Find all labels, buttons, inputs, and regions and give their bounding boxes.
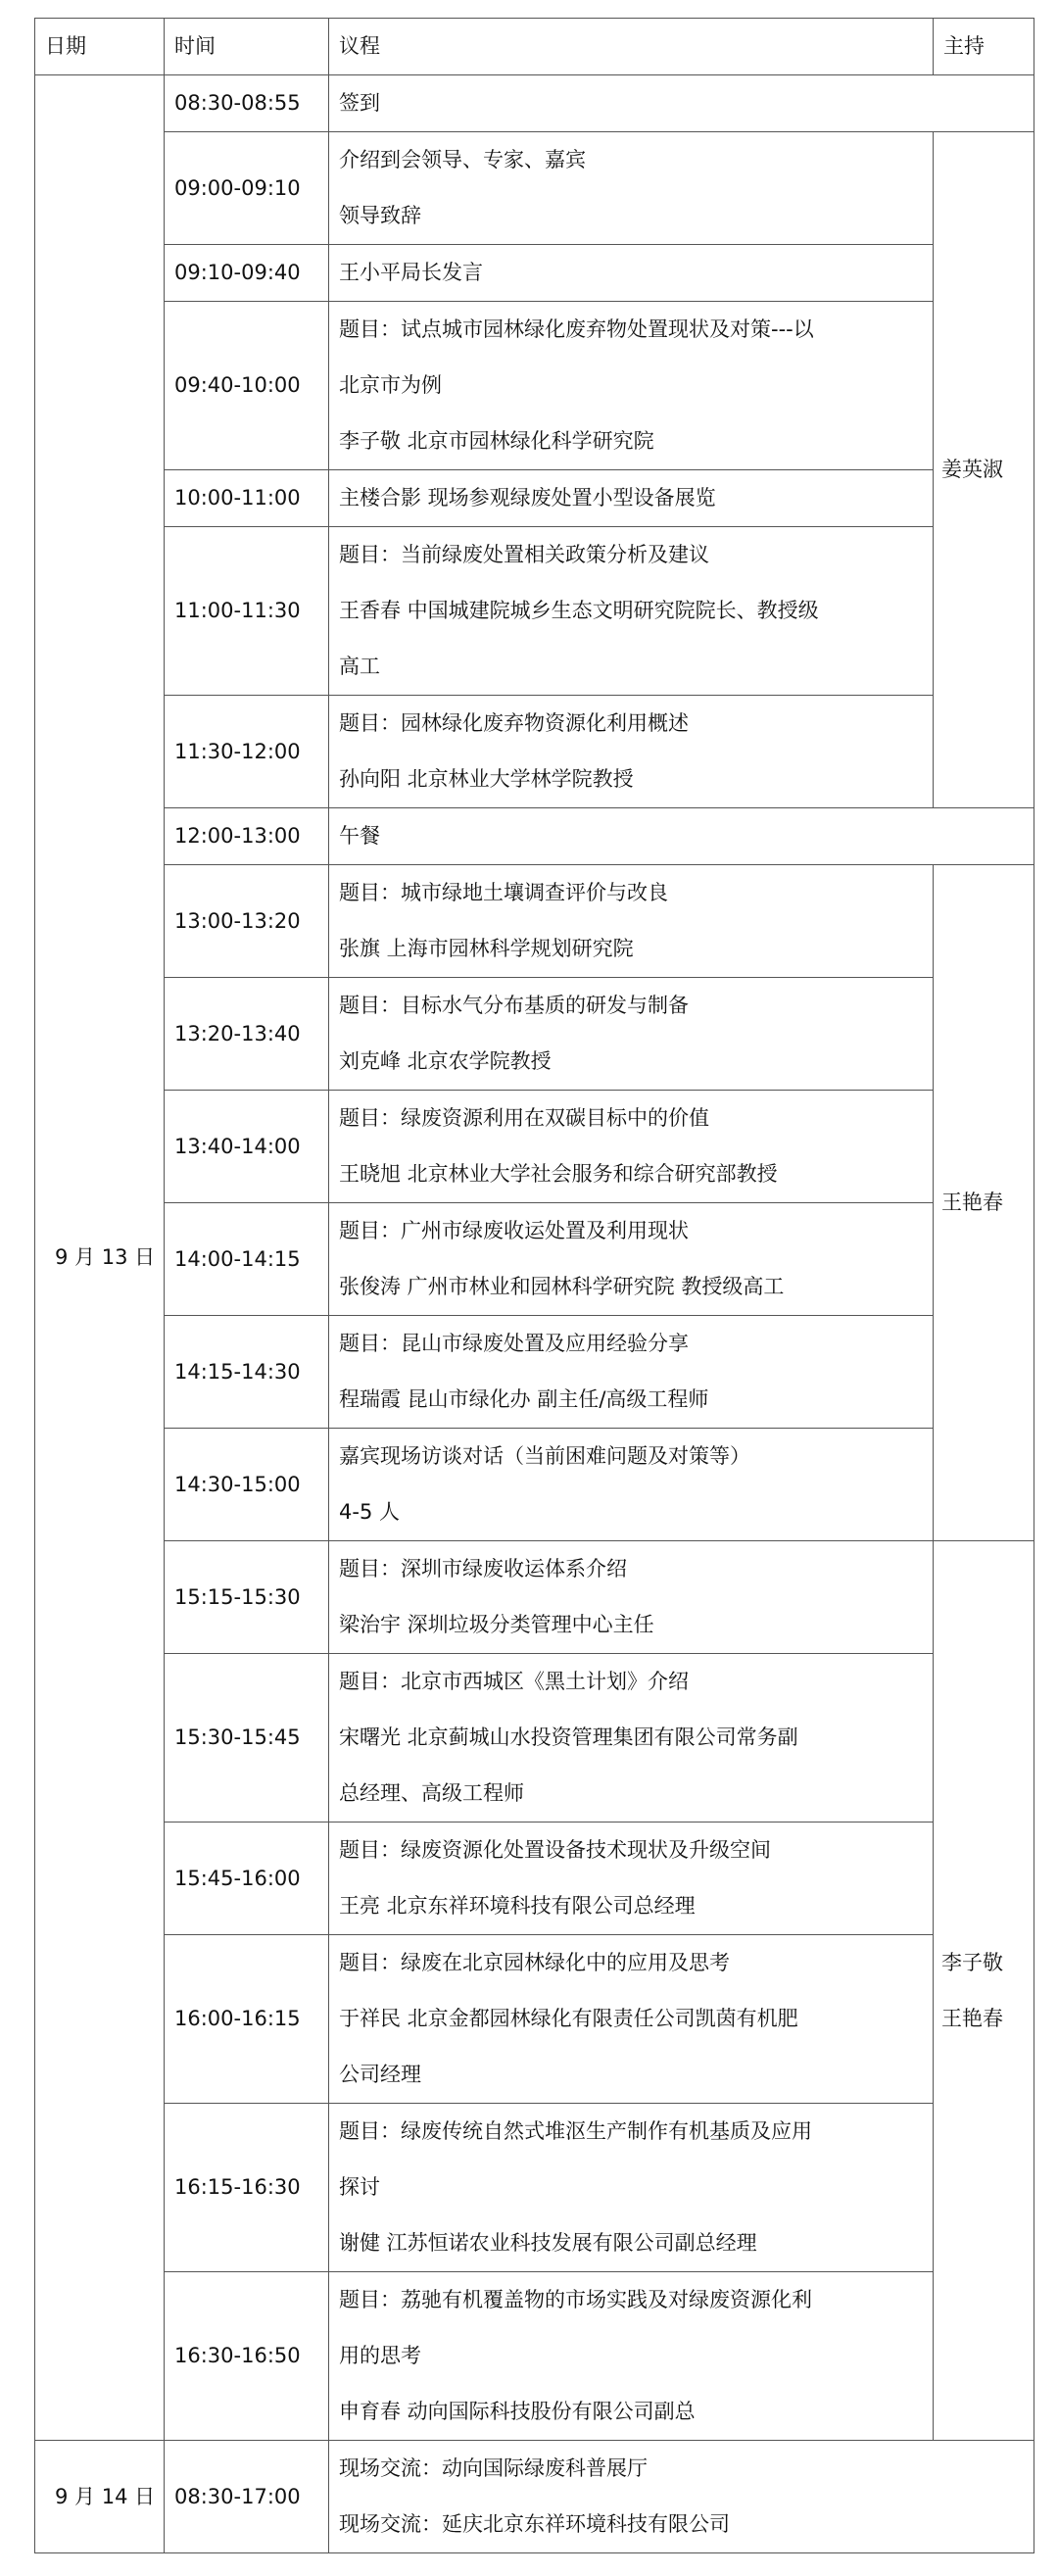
- header-date: 日期: [35, 19, 165, 75]
- agenda-cell: [329, 1541, 934, 1654]
- header-host: 主持: [934, 19, 1034, 75]
- agenda-line: 用的思考: [339, 2344, 421, 2367]
- table-row: [35, 696, 1034, 808]
- host-cell: 王艳春: [934, 865, 1034, 1541]
- agenda-line: 梁治宇 深圳垃圾分类管理中心主任: [339, 1613, 654, 1636]
- time-cell: 16:00-16:15: [165, 1935, 329, 2104]
- table-row: [35, 1823, 1034, 1935]
- agenda-line: 王小平局长发言: [339, 261, 483, 284]
- time-cell: 13:20-13:40: [165, 978, 329, 1091]
- agenda-line: 主楼合影 现场参观绿废处置小型设备展览: [339, 486, 716, 510]
- agenda-line: 题目：北京市西城区《黑土计划》介绍: [339, 1670, 689, 1693]
- agenda-cell: [329, 865, 934, 978]
- agenda-line: 李子敬 北京市园林绿化科学研究院: [339, 429, 654, 453]
- agenda-line: 申育春 动向国际科技股份有限公司副总: [339, 2400, 696, 2423]
- agenda-line: 4-5 人: [339, 1500, 400, 1524]
- agenda-line: 谢健 江苏恒诺农业科技发展有限公司副总经理: [339, 2231, 757, 2255]
- agenda-line: 张俊涛 广州市林业和园林科学研究院 教授级高工: [339, 1275, 785, 1298]
- agenda-line: 嘉宾现场访谈对话（当前困难问题及对策等）: [339, 1444, 750, 1468]
- table-row: [35, 132, 1034, 245]
- time-cell: 13:00-13:20: [165, 865, 329, 978]
- agenda-line: 题目：城市绿地土壤调查评价与改良: [339, 881, 668, 904]
- agenda-line: 题目：绿废传统自然式堆沤生产制作有机基质及应用: [339, 2119, 812, 2143]
- time-cell: 08:30-08:55: [165, 75, 329, 132]
- table-row: [35, 1316, 1034, 1429]
- agenda-line: 探讨: [339, 2175, 380, 2199]
- time-cell: 15:30-15:45: [165, 1654, 329, 1823]
- agenda-cell: [329, 132, 934, 245]
- agenda-line: 于祥民 北京金都园林绿化有限责任公司凯茵有机肥: [339, 2007, 798, 2030]
- time-cell: 15:45-16:00: [165, 1823, 329, 1935]
- agenda-line: 王晓旭 北京林业大学社会服务和综合研究部教授: [339, 1162, 778, 1186]
- host-cell: 姜英淑: [934, 132, 1034, 808]
- time-cell: 09:00-09:10: [165, 132, 329, 245]
- header-agenda: 议程: [329, 19, 934, 75]
- agenda-line: 高工: [339, 655, 380, 678]
- header-row: [35, 19, 1034, 75]
- table-row: [35, 470, 1034, 527]
- time-cell: 11:00-11:30: [165, 527, 329, 696]
- host-name: 李子敬: [941, 1950, 1003, 1974]
- agenda-line: 签到: [339, 91, 380, 115]
- agenda-line: 刘克峰 北京农学院教授: [339, 1049, 552, 1073]
- table-row: [35, 2104, 1034, 2272]
- agenda-cell: [329, 527, 934, 696]
- time-cell: 08:30-17:00: [165, 2441, 329, 2553]
- time-cell: 16:15-16:30: [165, 2104, 329, 2272]
- agenda-cell: [329, 2104, 934, 2272]
- time-cell: 13:40-14:00: [165, 1091, 329, 1203]
- agenda-cell: [329, 696, 934, 808]
- agenda-line: 王亮 北京东祥环境科技有限公司总经理: [339, 1894, 696, 1918]
- host-name: 王艳春: [941, 2006, 1003, 2030]
- agenda-cell: [329, 470, 934, 527]
- agenda-cell: [329, 1316, 934, 1429]
- agenda-line: 张旗 上海市园林科学规划研究院: [339, 937, 634, 960]
- table-row: [35, 808, 1034, 865]
- time-cell: 11:30-12:00: [165, 696, 329, 808]
- table-row: [35, 75, 1034, 132]
- table-row: [35, 1541, 1034, 1654]
- agenda-line: 现场交流：动向国际绿废科普展厅: [339, 2456, 648, 2480]
- agenda-line: 介绍到会领导、专家、嘉宾: [339, 148, 586, 171]
- table-row: [35, 1935, 1034, 2104]
- agenda-cell: [329, 2272, 934, 2441]
- agenda-cell: [329, 1203, 934, 1316]
- agenda-cell: [329, 1091, 934, 1203]
- time-cell: 09:10-09:40: [165, 245, 329, 302]
- time-cell: 14:30-15:00: [165, 1429, 329, 1541]
- table-row: [35, 1091, 1034, 1203]
- agenda-cell: [329, 2441, 1034, 2553]
- agenda-line: 题目：当前绿废处置相关政策分析及建议: [339, 543, 709, 566]
- table-row: [35, 527, 1034, 696]
- date-cell: 9 月 14 日: [35, 2441, 165, 2553]
- agenda-cell: [329, 1429, 934, 1541]
- agenda-line: 题目：绿废资源利用在双碳目标中的价值: [339, 1106, 709, 1130]
- table-row: [35, 2441, 1034, 2553]
- agenda-table: [34, 18, 1034, 2553]
- time-cell: 14:00-14:15: [165, 1203, 329, 1316]
- agenda-line: 程瑞霞 昆山市绿化办 副主任/高级工程师: [339, 1387, 709, 1411]
- agenda-cell: [329, 1935, 934, 2104]
- agenda-line: 午餐: [339, 824, 380, 848]
- table-row: [35, 245, 1034, 302]
- time-cell: 09:40-10:00: [165, 302, 329, 470]
- table-row: [35, 1654, 1034, 1823]
- time-cell: 12:00-13:00: [165, 808, 329, 865]
- agenda-cell: [329, 808, 1034, 865]
- agenda-line: 题目：广州市绿废收运处置及利用现状: [339, 1219, 689, 1242]
- agenda-line: 题目：昆山市绿废处置及应用经验分享: [339, 1332, 689, 1355]
- agenda-line: 题目：荔驰有机覆盖物的市场实践及对绿废资源化利: [339, 2288, 812, 2311]
- table-row: [35, 1203, 1034, 1316]
- time-cell: 15:15-15:30: [165, 1541, 329, 1654]
- agenda-line: 领导致辞: [339, 204, 421, 227]
- agenda-line: 北京市为例: [339, 373, 442, 397]
- agenda-cell: [329, 302, 934, 470]
- agenda-line: 题目：深圳市绿废收运体系介绍: [339, 1557, 627, 1580]
- table-row: [35, 978, 1034, 1091]
- agenda-cell: [329, 978, 934, 1091]
- time-cell: 10:00-11:00: [165, 470, 329, 527]
- agenda-line: 总经理、高级工程师: [339, 1781, 524, 1805]
- agenda-line: 现场交流：延庆北京东祥环境科技有限公司: [339, 2512, 730, 2536]
- time-cell: 14:15-14:30: [165, 1316, 329, 1429]
- table-row: [35, 2272, 1034, 2441]
- agenda-line: 题目：目标水气分布基质的研发与制备: [339, 994, 689, 1017]
- table-row: [35, 865, 1034, 978]
- agenda-line: 题目：试点城市园林绿化废弃物处置现状及对策---以: [339, 317, 814, 341]
- agenda-line: 公司经理: [339, 2063, 421, 2086]
- agenda-line: 题目：园林绿化废弃物资源化利用概述: [339, 711, 689, 735]
- header-time: 时间: [165, 19, 329, 75]
- time-cell: 16:30-16:50: [165, 2272, 329, 2441]
- agenda-cell: [329, 1823, 934, 1935]
- agenda-line: 王香春 中国城建院城乡生态文明研究院院长、教授级: [339, 599, 819, 622]
- agenda-line: 题目：绿废资源化处置设备技术现状及升级空间: [339, 1838, 771, 1862]
- agenda-line: 宋曙光 北京蓟城山水投资管理集团有限公司常务副: [339, 1725, 798, 1749]
- agenda-cell: [329, 75, 1034, 132]
- agenda-line: 孙向阳 北京林业大学林学院教授: [339, 767, 634, 791]
- agenda-line: 题目：绿废在北京园林绿化中的应用及思考: [339, 1951, 730, 1974]
- host-cell: [934, 1541, 1034, 2441]
- agenda-cell: [329, 1654, 934, 1823]
- date-cell: 9 月 13 日: [35, 75, 165, 2441]
- table-row: [35, 1429, 1034, 1541]
- table-row: [35, 302, 1034, 470]
- agenda-cell: [329, 245, 934, 302]
